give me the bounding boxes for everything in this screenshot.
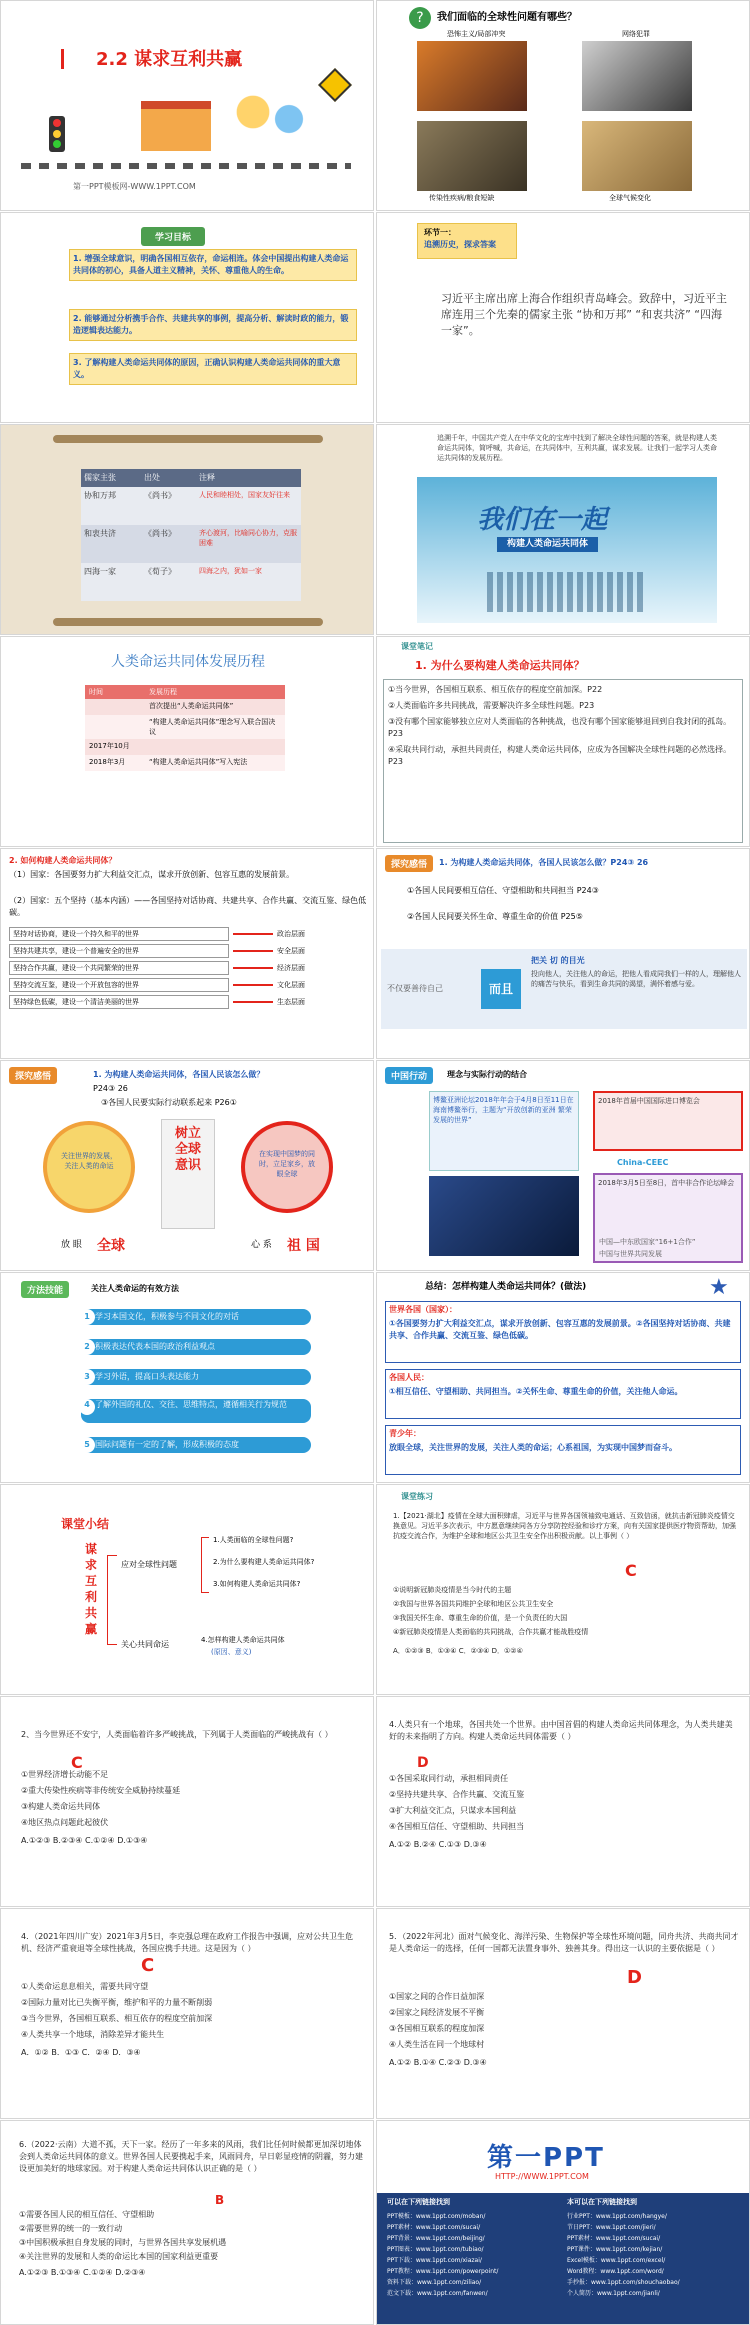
branch-2: 关心共同命运 — [121, 1640, 169, 1649]
subtitle: 理念与实际行动的结合 — [447, 1070, 527, 1079]
link[interactable]: PPT素材：www.1ppt.com/sucai/ — [387, 2224, 481, 2231]
section-tag: 中国行动 — [385, 1067, 433, 1084]
link[interactable]: PPT教程：www.1ppt.com/powerpoint/ — [387, 2268, 499, 2275]
slide-title: 课堂小结 — [61, 1517, 110, 1531]
method-row — [81, 1437, 311, 1453]
slide-18[interactable] — [376, 1696, 750, 1907]
note-item: ①当今世界，各国相互联系、相互依存的程度空前加深。P22 — [388, 685, 603, 694]
table-row — [81, 487, 301, 525]
link[interactable]: PPT素材：www.1ppt.com/sucai/ — [567, 2235, 661, 2242]
circle-left — [43, 1121, 135, 1213]
left-phrase: 不仅要善待自己 — [387, 984, 443, 993]
card-text: 博鳌亚洲论坛2018年年会于4月8日至11日在海南博鳌举行，主题为“开放创新的亚洲 繁荣发展的世界” — [433, 1096, 574, 1124]
ground-stripe — [21, 163, 351, 169]
question-title: 1. 为构建人类命运共同体，各国人民该怎么做？P24③ 26 — [439, 858, 649, 867]
layer-label: 经济层面 — [277, 964, 305, 972]
box-people — [385, 1369, 741, 1419]
summary-item: 1.人类面临的全球性问题? — [213, 1536, 294, 1544]
row-num-icon: 3 — [79, 1369, 95, 1385]
answer-choices: A.①② B.②④ C.①③ D.③④ — [389, 1840, 487, 1849]
link[interactable]: 节日PPT：www.1ppt.com/jieri/ — [567, 2224, 656, 2231]
slide-10[interactable] — [376, 848, 750, 1059]
question-text: 4.人类只有一个地球，各国共处一个世界。由中国首倡的构建人类命运共同体理念，为人类共建美好的未来指明了方向。构建人类命运共同体需要（ ） — [389, 1720, 733, 1741]
traffic-light-icon — [49, 116, 65, 152]
cell: 四海之内，犹如一家 — [199, 567, 262, 575]
option: ②我国与世界各国共同维护全球和地区公共卫生安全 — [393, 1600, 554, 1608]
note-item: ④采取共同行动，承担共同责任，构建人类命运共同体，应成为各国解决全球性问题的必然选择。P23 — [388, 745, 732, 766]
slide-title: 人类命运共同体发展历程 — [111, 654, 265, 670]
option: ③各国相互联系的程度加深 — [389, 2024, 485, 2033]
cell: “构建人类命运共同体”写入宪法 — [149, 758, 248, 766]
summary-item: (原因、意义) — [211, 1648, 252, 1656]
option: ④关注世界的发展和人类的命运比本国的国家利益更重要 — [19, 2252, 219, 2261]
option: ②重大传染性疾病等非传统安全威胁持续蔓延 — [21, 1786, 181, 1795]
arrow — [233, 1001, 273, 1003]
answer-choices: A.①②③ B.②③④ C.①②④ D.①③④ — [21, 1836, 148, 1845]
table-row — [85, 715, 285, 739]
option: ④地区热点问题此起彼伏 — [21, 1818, 109, 1827]
brand-logo: 第一PPT — [487, 2143, 605, 2173]
adherence-row — [9, 927, 367, 941]
school-building-icon — [141, 101, 211, 151]
cell: 协和万邦 — [84, 491, 116, 500]
notes-box — [383, 679, 743, 843]
row-num-icon: 5 — [79, 1437, 95, 1453]
photo-caption: 恐怖主义/局部冲突 — [447, 30, 506, 38]
option: ③当今世界，各国相互联系、相互依存的程度空前加深 — [21, 2014, 213, 2023]
goal-item: 2. 能够通过分析携手合作、共建共享的事例，提高分析、解读时政的能力，锻造逻辑表达能力。 — [69, 309, 357, 341]
answer-mark: B — [215, 2193, 225, 2207]
label-motherland: 祖 国 — [287, 1238, 320, 1254]
road-sign-icon — [318, 68, 352, 102]
answer-choices: A．①②③ B．①③④ C．②③④ D．①②④ — [393, 1647, 523, 1655]
right-text: 投向他人，关注他人的命运，把他人看成同我们一样的人，理解他人的痛苦与快乐，看到生命共同的渴望，满怀着感与爱。 — [531, 970, 741, 988]
branch-1: 应对全球性问题 — [121, 1560, 177, 1569]
box-body: ①各国要努力扩大利益交汇点，谋求开放创新、包容互惠的发展前景。②各国坚持对话协商、共建共享、合作共赢、交流互鉴、绿色低碳。 — [389, 1319, 731, 1340]
answer-choices: A．①② B．①③ C．②④ D．③④ — [21, 2048, 141, 2057]
slide-12[interactable] — [376, 1060, 750, 1271]
star-icon: ★ — [709, 1275, 729, 1300]
label-heart: 心 系 — [251, 1240, 272, 1250]
option: ④新冠肺炎疫情是人类面临的共同挑战，合作共赢才能战胜疫情 — [393, 1628, 589, 1636]
link[interactable]: 手抄报：www.1ppt.com/shouchaobao/ — [567, 2279, 680, 2286]
section-tag: 方法技能 — [21, 1281, 69, 1298]
photo-caption: 全球气候变化 — [609, 194, 651, 202]
summary-item: 4.怎样构建人类命运共同体 — [201, 1636, 285, 1644]
slide-15[interactable] — [0, 1484, 374, 1695]
circle-right — [241, 1121, 333, 1213]
section-tag: 课堂练习 — [401, 1492, 433, 1501]
section-tag: 探究感悟 — [385, 855, 433, 872]
col-header: 时间 — [89, 688, 103, 696]
option: ②国家之间经济发展不平衡 — [389, 2008, 485, 2017]
slide-17[interactable] — [0, 1696, 374, 1907]
summary-item: 2.为什么要构建人类命运共同体? — [213, 1558, 315, 1566]
link[interactable]: 范文下载：www.1ppt.com/fanwen/ — [387, 2290, 488, 2297]
slide-14[interactable] — [376, 1272, 750, 1483]
question-title: 1. 为构建人类命运共同体，各国人民该怎么做？ — [93, 1070, 265, 1079]
kids-illustration — [226, 91, 316, 161]
slide-title: 2.2 谋求互利共赢 — [96, 49, 243, 70]
center-text: 树立全球意识 — [174, 1126, 201, 1173]
method-row — [81, 1309, 311, 1325]
row-num-icon: 2 — [79, 1339, 95, 1355]
cell: 2017年10月 — [89, 742, 130, 750]
label-global: 全球 — [97, 1238, 125, 1254]
logo-text: China-CEEC — [617, 1158, 669, 1167]
slide-5[interactable] — [0, 424, 374, 635]
tag-line: 追溯历史，探求答案 — [424, 240, 496, 249]
link[interactable]: Word教程：www.1ppt.com/word/ — [567, 2268, 664, 2275]
table-header — [81, 469, 301, 487]
arrow — [233, 950, 273, 952]
bracket — [107, 1555, 117, 1645]
note-item: ②人类面临许多共同挑战，需要解决许多全球性问题。P23 — [388, 701, 595, 710]
tag-line: 环节一： — [424, 228, 456, 237]
banner-sub: 构建人类命运共同体 — [497, 537, 598, 552]
circle-text: 在实现中国梦的同时，立足家乡，放眼全球 — [259, 1150, 315, 1178]
links-col — [387, 2211, 557, 2299]
question-ref: P24③ 26 — [93, 1084, 128, 1093]
option: ②坚持共建共享、合作共赢、交流互鉴 — [389, 1790, 525, 1799]
slide-21[interactable] — [0, 2120, 374, 2325]
slide-2[interactable] — [376, 0, 750, 211]
footer-text: 第一PPT模板网-WWW.1PPT.COM — [73, 182, 196, 191]
answer-mark: C — [625, 1561, 637, 1580]
adherence-text: 坚持共建共享，建设一个普遍安全的世界 — [9, 944, 229, 958]
table — [85, 685, 285, 771]
col-header: 儒家主张 — [84, 473, 116, 482]
photo-cyber — [582, 41, 692, 111]
photo-caption: 传染性疾病/粮食短缺 — [429, 194, 495, 202]
layer-label: 安全层面 — [277, 947, 305, 955]
links-panel — [377, 2193, 750, 2325]
method-row — [81, 1369, 311, 1385]
box-head: 各国人民： — [389, 1373, 429, 1382]
center-banner — [161, 1119, 215, 1229]
cell: “构建人类命运共同体”理念写入联合国决议 — [149, 718, 276, 736]
slide-7[interactable] — [0, 636, 374, 847]
arrow — [233, 967, 273, 969]
cell: 齐心渡河，比喻同心协力，克服困难 — [199, 529, 297, 547]
adherence-row — [9, 995, 367, 1009]
point-2: （2）国家：五个坚持（基本内涵）——各国坚持对话协商、共建共享、合作共赢、交流互鉴、绿色低碳。 — [9, 896, 367, 917]
box-head: 世界各国（国家）： — [389, 1305, 457, 1314]
slide-20[interactable] — [376, 1908, 750, 2119]
title-left-bar — [61, 49, 64, 69]
note-item: ③没有哪个国家能够独立应对人类面临的各种挑战，也没有哪个国家能够退回到自我封闭的孤岛。P23 — [388, 717, 732, 738]
arrow — [233, 933, 273, 935]
brand-url: HTTP://WWW.1PPT.COM — [495, 2172, 589, 2181]
card-text: 2018年3月5日至8日，首中非合作论坛峰会 — [598, 1179, 735, 1187]
contrast-panel — [381, 949, 747, 1029]
link[interactable]: PPT模板：www.1ppt.com/moban/ — [387, 2213, 486, 2220]
answer-mark: C — [71, 1753, 83, 1772]
col-header: 注释 — [199, 473, 215, 482]
cell: 《尚书》 — [144, 529, 176, 538]
option: ①世界经济增长动能不足 — [21, 1770, 109, 1779]
banner-title: 我们在一起 — [477, 505, 608, 535]
box-countries — [385, 1301, 741, 1363]
table-row — [81, 525, 301, 563]
method-row — [81, 1339, 311, 1355]
summary-item: 3.如何构建人类命运共同体? — [213, 1580, 301, 1588]
link[interactable]: PPT课件：www.1ppt.com/kejian/ — [567, 2246, 663, 2253]
option: ③构建人类命运共同体 — [21, 1802, 101, 1811]
photo-climate — [582, 121, 692, 191]
cell — [85, 699, 145, 715]
slide-9[interactable] — [0, 848, 374, 1059]
question-text: 1.【2021·湖北】疫情在全球大面积肆虐，习近平与世界各国领袖致电通话、互致信函，就抗击新冠肺炎疫情交换意见。习近平多次表示，中方愿意继续同各方分享防控经验和诊疗方案，向有关国家提供医疗物资帮助，加强抗疫交流合作，为维护全球和地区公共卫生安全作出积极贡献。以上事例（ ） — [393, 1512, 736, 1540]
table-row — [85, 699, 285, 715]
option: ①说明新冠肺炎疫情是当今时代的主题 — [393, 1586, 512, 1594]
option: ①需要各国人民的相互信任、守望相助 — [19, 2210, 155, 2219]
photo-terror — [417, 41, 527, 111]
photo-caption: 网络犯罪 — [622, 30, 650, 38]
slide-16[interactable] — [376, 1484, 750, 1695]
table-row — [85, 755, 285, 771]
adherence-text: 坚持交流互鉴，建设一个开放包容的世界 — [9, 978, 229, 992]
slide-22[interactable] — [376, 2120, 750, 2325]
cell — [145, 739, 285, 755]
option: ④人类共享一个地球，消除差异才能共生 — [21, 2030, 165, 2039]
slide-1[interactable] — [0, 0, 374, 211]
link[interactable]: PPT背景：www.1ppt.com/beijing/ — [387, 2235, 485, 2242]
slide-8[interactable] — [376, 636, 750, 847]
answer-2: ②各国人民间要关怀生命、尊重生命的价值 P25⑤ — [407, 912, 583, 921]
question-text: 2、当今世界还不安宁，人类面临着许多严峻挑战，下列属于人类面临的严峻挑战有（ ） — [21, 1730, 333, 1739]
slide-11[interactable] — [0, 1060, 374, 1271]
right-title: 把关 切 的目光 — [531, 956, 585, 965]
question-globe-icon: ? — [409, 7, 431, 29]
section-tag: 探究感悟 — [9, 1067, 57, 1084]
adherence-text: 坚持绿色低碳，建设一个清洁美丽的世界 — [9, 995, 229, 1009]
footer-note: 中国与世界共同发展 — [599, 1250, 662, 1258]
summary-title: 总结：怎样构建人类命运共同体？(做法) — [425, 1282, 587, 1292]
col-header: 发展历程 — [149, 688, 177, 696]
answer-choices: A.①② B.①④ C.②③ D.③④ — [389, 2058, 487, 2067]
point-1: （1）国家：各国要努力扩大利益交汇点，谋求开放创新、包容互惠的发展前景。 — [9, 870, 295, 879]
cell: 《荀子》 — [144, 567, 176, 576]
adherence-row — [9, 961, 367, 975]
method-text: 积极表达代表本国的政治利益观点 — [95, 1342, 215, 1351]
row-num-icon: 4 — [79, 1399, 95, 1415]
method-head: 关注人类命运的有效方法 — [91, 1284, 179, 1293]
answer-mark: D — [417, 1755, 429, 1771]
question-text: 5．（2022年河北）面对气候变化、海洋污染、生物保护等全球性环境问题，同舟共济、共商共同才是人类命运一的选择，任何一国都无法置身事外、独善其身。得出这一认识的主要依据是（ ） — [389, 1932, 739, 1953]
adherence-row — [9, 944, 367, 958]
table-row — [85, 739, 285, 755]
section-tag: 课堂笔记 — [401, 642, 433, 651]
table-row — [81, 563, 301, 601]
goal-item: 1. 增强全球意识，明确各国相互依存，命运相连。体会中国提出构建人类命运共同体的初心，具备人道主义精神，关怀、尊重他人的生命。 — [69, 249, 357, 281]
slide-6[interactable] — [376, 424, 750, 635]
layer-label: 文化层面 — [277, 981, 305, 989]
goal-item: 3. 了解构建人类命运共同体的原因，正确认识构建人类命运共同体的重大意义。 — [69, 353, 357, 385]
method-text: 学习本国文化，积极参与不同文化的对话 — [95, 1312, 239, 1321]
answer-choices: A.①②③ B.①③④ C.①②④ D.②③④ — [19, 2268, 146, 2277]
layer-label: 生态层面 — [277, 998, 305, 1006]
link[interactable]: 资料下载：www.1ppt.com/ziliao/ — [387, 2279, 482, 2286]
label-look: 放 眼 — [61, 1240, 82, 1250]
mid-word: 而且 — [481, 969, 521, 1009]
box-youth — [385, 1425, 741, 1475]
question-title: 2. 如何构建人类命运共同体？ — [9, 856, 117, 865]
crowd-silhouette — [487, 572, 647, 612]
card-text: 2018年首届中国国际进口博览会 — [598, 1097, 700, 1105]
table — [81, 469, 301, 601]
cell: 首次提出“人类命运共同体” — [149, 702, 234, 710]
cell: 2018年3月 — [89, 758, 126, 766]
option: ③我国关怀生命、尊重生命的价值，是一个负责任的大国 — [393, 1614, 568, 1622]
section-tag-box — [417, 223, 517, 259]
section-tag: 学习目标 — [141, 227, 205, 246]
adherence-row — [9, 978, 367, 992]
circle-text: 关注世界的发展，关注人类的命运 — [61, 1152, 117, 1170]
cell: 四海一家 — [84, 567, 116, 576]
box-body: ①相互信任、守望相助、共同担当。②关怀生命、尊重生命的价值，关注他人命运。 — [389, 1387, 683, 1396]
link[interactable]: 个人简历：www.1ppt.com/jianli/ — [567, 2290, 660, 2297]
card-forum — [429, 1091, 579, 1171]
method-text: 了解外国的礼仪、交往、思维特点，遵循相关行为规范 — [95, 1400, 287, 1409]
photo-disease — [417, 121, 527, 191]
story-text: 习近平主席出席上海合作组织青岛峰会。致辞中，习近平主席连用三个先秦的儒家主张 “协和万邦” “和衷共济” “四海一家”。 — [441, 292, 727, 337]
slide-3[interactable] — [0, 212, 374, 423]
option: ③扩大利益交汇点，只谋求本国利益 — [389, 1806, 517, 1815]
scroll-bottom — [53, 618, 323, 626]
adherence-list — [9, 927, 367, 1012]
adherence-text: 坚持对话协商，建设一个持久和平的世界 — [9, 927, 229, 941]
links-col — [567, 2211, 737, 2299]
method-text: 国际问题有一定的了解，形成积极的态度 — [95, 1440, 239, 1449]
option: ④各国相互信任、守望相助、共同担当 — [389, 1822, 525, 1831]
cell: 和衷共济 — [84, 529, 116, 538]
slide-13[interactable] — [0, 1272, 374, 1483]
card-expo — [593, 1091, 743, 1151]
photo-leader — [429, 1176, 579, 1256]
adherence-text: 坚持合作共赢，建设一个共同繁荣的世界 — [9, 961, 229, 975]
slide-4[interactable] — [376, 212, 750, 423]
slide-19[interactable] — [0, 1908, 374, 2119]
answer-mark: C — [141, 1955, 155, 1976]
option: ②国际力量对比已失衡平衡，维护和平的力量不断削弱 — [21, 1998, 213, 2007]
link[interactable]: 行业PPT：www.1ppt.com/hangye/ — [567, 2213, 667, 2220]
cell: 人民和睦相处，国家友好往来 — [199, 491, 290, 499]
banner-image — [417, 477, 717, 623]
links-head: 本可以在下列链接找到 — [567, 2198, 637, 2206]
cell — [85, 715, 145, 739]
method-text: 学习外语，提高口头表达能力 — [95, 1372, 199, 1381]
question-text: 4．（2021年四川广安）2021年3月5日，李克强总理在政府工作报告中强调，应对公共卫生危机、经济严重衰退等全球性挑战，各国应携手共进。这是因为（ ） — [21, 1932, 353, 1953]
layer-label: 政治层面 — [277, 930, 305, 938]
link[interactable]: PPT下载：www.1ppt.com/xiazai/ — [387, 2257, 482, 2264]
arrow — [233, 984, 273, 986]
option: ①国家之间的合作日益加深 — [389, 1992, 485, 2001]
slide-title: 我们面临的全球性问题有哪些？ — [437, 12, 577, 23]
link[interactable]: PPT图表：www.1ppt.com/tubiao/ — [387, 2246, 484, 2253]
row-num-icon: 1 — [79, 1309, 95, 1325]
col-header: 出处 — [144, 473, 160, 482]
scroll-top — [53, 435, 323, 443]
sub-bracket — [201, 1537, 209, 1593]
option: ③中国积极承担自身发展的同时，与世界各国共享发展机遇 — [19, 2238, 227, 2247]
answer-1: ①各国人民间要相互信任、守望相助和共同担当 P24③ — [407, 886, 599, 895]
box-body: 放眼全球，关注世界的发展，关注人类的命运；心系祖国，为实现中国梦而奋斗。 — [389, 1443, 677, 1452]
table-header — [85, 685, 285, 699]
answer-3: ③各国人民要实际行动联系起来 P26① — [101, 1098, 237, 1107]
box-head: 青少年： — [389, 1429, 421, 1438]
cell: 《尚书》 — [144, 491, 176, 500]
option: ④人类生活在同一个地球村 — [389, 2040, 485, 2049]
option: ②需要世界的统一的一致行动 — [19, 2224, 123, 2233]
vertical-title: 谋求互利共赢 — [85, 1542, 98, 1636]
question-text: 6.（2022·云南）大道不孤，天下一家。经历了一年多来的风雨，我们比任何时候都更加深切地体会到人类命运共同体的意义。世界各国人民要携起手来，风雨同舟，早日彰显疫情的阴霾，努力建设更加美好的地球家园。对于构建人类命运共同体认识正确的是（ ） — [19, 2140, 363, 2173]
link[interactable]: Excel模板：www.1ppt.com/excel/ — [567, 2257, 666, 2264]
question-title: 1. 为什么要构建人类命运共同体？ — [415, 659, 585, 672]
intro-text: 追溯千年，中国共产党人在中华文化的宝库中找到了解决全球性问题的答案，就是构建人类命运共同体，简呼喊，共命运，在共同体中，互利共赢，谋求发展。让我们一起学习人类命运共同体的发展历程。 — [437, 434, 717, 462]
links-head: 可以在下列链接找到 — [387, 2198, 450, 2206]
answer-mark: D — [627, 1967, 642, 1988]
option: ①人类命运息息相关，需要共同守望 — [21, 1982, 149, 1991]
footer-note: 中国—中东欧国家“16+1合作” — [599, 1238, 696, 1246]
option: ①各国采取同行动，承担相同责任 — [389, 1774, 509, 1783]
method-row — [81, 1399, 311, 1423]
